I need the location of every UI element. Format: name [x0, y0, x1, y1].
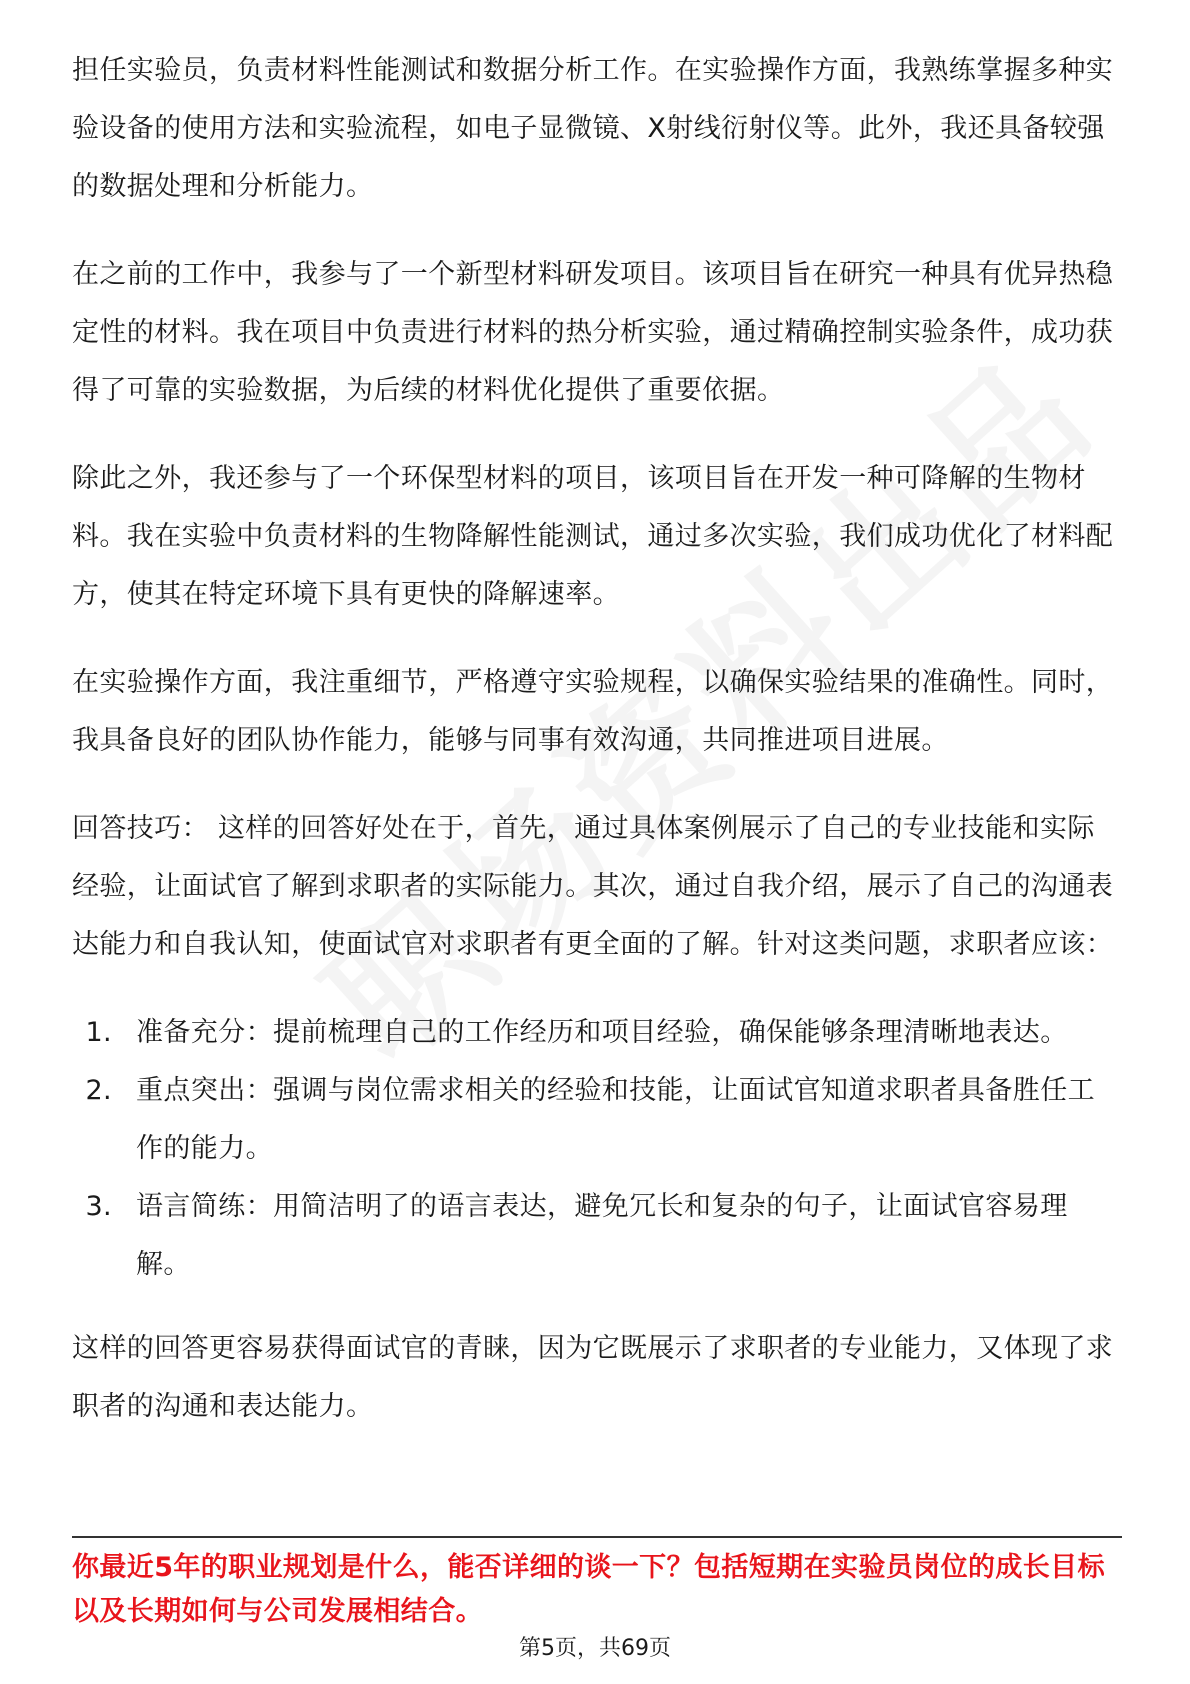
list-item-number: 2. — [85, 1075, 112, 1106]
tips-list — [72, 1004, 1122, 1294]
section-divider — [72, 1536, 1122, 1538]
page-footer: 第5页，共69页 — [519, 1636, 671, 1661]
list-item — [72, 1178, 1122, 1294]
list-item — [72, 1004, 1122, 1062]
paragraph-answer-tips: 回答技巧： 这样的回答好处在于，首先，通过具体案例展示了自己的专业技能和实际经验，让面试官了解到求职者的实际能力。其次，通过自我介绍，展示了自己的沟通表达能力和自我认知，使面试官对求职者有更全面的了解。针对这类问题，求职者应该： — [72, 813, 1114, 960]
list-item-text: 语言简练：用简洁明了的语言表达，避免冗长和复杂的句子，让面试官容易理解。 — [136, 1191, 1068, 1280]
document-body — [72, 42, 1122, 1466]
paragraph-experience-summary: 担任实验员，负责材料性能测试和数据分析工作。在实验操作方面，我熟练掌握多种实验设备的使用方法和实验流程，如电子显微镜、X射线衍射仪等。此外，我还具备较强的数据处理和分析能力。 — [72, 55, 1114, 202]
list-item-text: 重点突出：强调与岗位需求相关的经验和技能，让面试官知道求职者具备胜任工作的能力。 — [136, 1075, 1095, 1164]
list-item-text: 准备充分：提前梳理自己的工作经历和项目经验，确保能够条理清晰地表达。 — [136, 1017, 1068, 1048]
list-item — [72, 1062, 1122, 1178]
paragraph-conclusion: 这样的回答更容易获得面试官的青睐，因为它既展示了求职者的专业能力，又体现了求职者的沟通和表达能力。 — [72, 1333, 1114, 1422]
next-question-heading: 你最近5年的职业规划是什么，能否详细的谈一下？包括短期在实验员岗位的成长目标以及长期如何与公司发展相结合。 — [72, 1552, 1105, 1627]
list-item-number: 3. — [85, 1191, 112, 1222]
paragraph-project-thermal: 在之前的工作中，我参与了一个新型材料研发项目。该项目旨在研究一种具有优异热稳定性的材料。我在项目中负责进行材料的热分析实验，通过精确控制实验条件，成功获得了可靠的实验数据，为后续的材料优化提供了重要依据。 — [72, 259, 1114, 406]
paragraph-project-eco: 除此之外，我还参与了一个环保型材料的项目，该项目旨在开发一种可降解的生物材料。我在实验中负责材料的生物降解性能测试，通过多次实验，我们成功优化了材料配方，使其在特定环境下具有更快的降解速率。 — [72, 463, 1114, 610]
paragraph-work-style: 在实验操作方面，我注重细节，严格遵守实验规程，以确保实验结果的准确性。同时，我具备良好的团队协作能力，能够与同事有效沟通，共同推进项目进展。 — [72, 667, 1114, 756]
list-item-number: 1. — [85, 1017, 112, 1048]
